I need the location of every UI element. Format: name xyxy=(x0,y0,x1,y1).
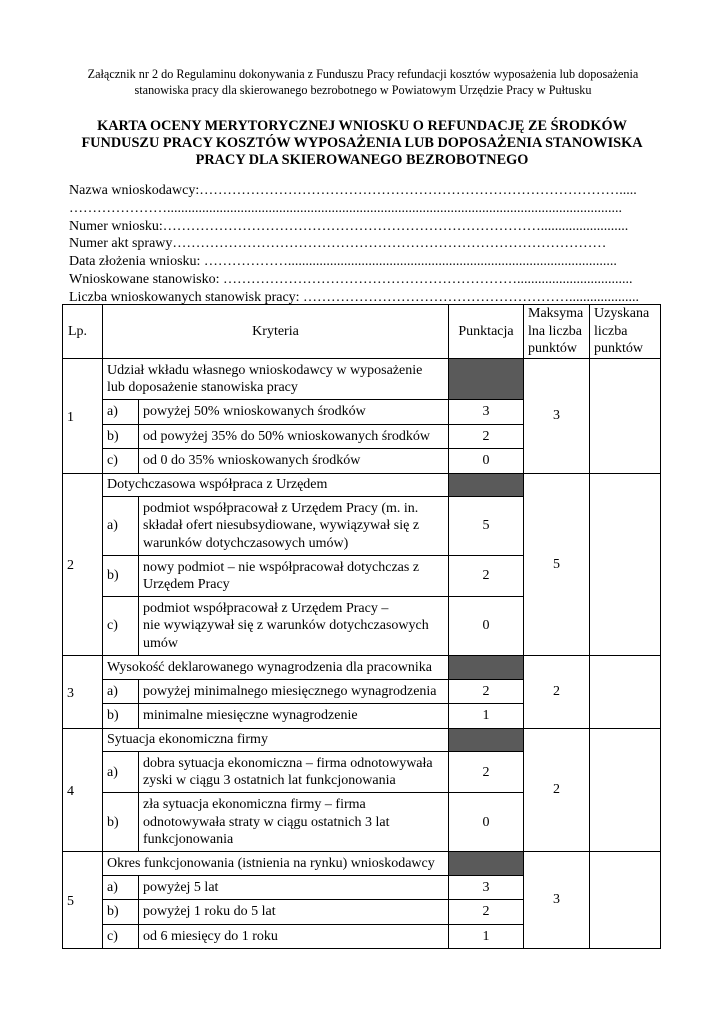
option-text xyxy=(139,597,449,656)
option-text-line: odnotowywała straty w ciągu ostatnich 3 lat xyxy=(143,814,390,830)
points-shaded-cell xyxy=(449,852,524,876)
option-text-line: Urzędem Pracy xyxy=(143,577,230,593)
option-text-line: umów xyxy=(143,635,178,651)
option-text xyxy=(139,497,449,556)
criterion-title-line: Dotychczasowa współpraca z Urzędem xyxy=(107,477,328,493)
document-title: KARTA OCENY MERYTORYCZNEJ WNIOSKU O REFUNDACJĘ ZE ŚRODKÓW FUNDUSZU PRACY KOSZTÓW WYPOSAŻENIA LUB DOPOSAŻENIA STANOWISKA PRACY DLA SKIEROWANEGO BEZROBOTNEGO xyxy=(81,118,643,168)
criterion-number: 2 xyxy=(63,473,103,655)
criterion-number: 5 xyxy=(63,852,103,949)
option-text xyxy=(139,752,449,793)
option-text-line: funkcjonowania xyxy=(143,832,234,848)
option-letter: c) xyxy=(103,597,139,656)
option-points: 0 xyxy=(449,449,524,474)
criterion-row xyxy=(63,359,661,400)
option-points: 1 xyxy=(449,924,524,949)
criterion-number: 1 xyxy=(63,359,103,474)
header-criteria: Kryteria xyxy=(103,305,449,359)
points-shaded-cell xyxy=(449,656,524,680)
option-text xyxy=(139,400,449,425)
option-letter: a) xyxy=(103,400,139,425)
option-text-line: podmiot współpracował z Urzędem Pracy – xyxy=(143,600,389,616)
field-case-number: Numer akt sprawy………………………………………………………………………………… xyxy=(69,236,607,252)
header-obtained-points xyxy=(590,305,661,359)
field-applicant-name: Nazwa wnioskodawcy:………………………………………………………………………………..... xyxy=(69,183,637,198)
option-points: 0 xyxy=(449,597,524,656)
max-points-value: 2 xyxy=(524,656,590,729)
option-text-line: powyżej 5 lat xyxy=(143,879,219,895)
max-points-value: 3 xyxy=(524,359,590,474)
criterion-title xyxy=(103,728,449,752)
option-letter: c) xyxy=(103,924,139,949)
criterion-number: 4 xyxy=(63,728,103,852)
criterion-row xyxy=(63,473,661,497)
points-shaded-cell xyxy=(449,728,524,752)
criterion-title-line: lub doposażenie stanowiska pracy xyxy=(107,380,298,396)
option-text-line: nowy podmiot – nie współpracował dotychczas z xyxy=(143,559,420,575)
points-shaded-cell xyxy=(449,359,524,400)
table-header-row xyxy=(63,305,661,359)
option-points: 3 xyxy=(449,400,524,425)
criterion-number: 3 xyxy=(63,656,103,729)
max-points-value: 3 xyxy=(524,852,590,949)
option-points: 2 xyxy=(449,900,524,925)
obtained-points-cell xyxy=(590,728,661,852)
option-letter: a) xyxy=(103,497,139,556)
criterion-title xyxy=(103,656,449,680)
option-text xyxy=(139,793,449,852)
header-lp: Lp. xyxy=(63,305,103,359)
max-points-value: 5 xyxy=(524,473,590,655)
header-obtained-line: Uzyskana xyxy=(594,306,650,322)
option-letter: b) xyxy=(103,556,139,597)
option-text xyxy=(139,924,449,949)
criterion-title-line: Udział wkładu własnego wnioskodawcy w wyposażenie xyxy=(107,362,423,378)
option-text xyxy=(139,424,449,449)
header-max-points xyxy=(524,305,590,359)
obtained-points-cell xyxy=(590,656,661,729)
option-letter: a) xyxy=(103,752,139,793)
option-text-line: nie wywiązywał się z warunków dotychczasowych xyxy=(143,618,429,634)
criterion-title xyxy=(103,473,449,497)
option-text-line: składał ofert niesubsydiowane, wywiązywał się z xyxy=(143,518,420,534)
option-points: 3 xyxy=(449,875,524,900)
option-text-line: od 0 do 35% wnioskowanych środków xyxy=(143,453,361,469)
option-letter: b) xyxy=(103,793,139,852)
field-applicant-name-cont: ………………….................................................................................................................................. xyxy=(69,200,622,216)
option-letter: c) xyxy=(103,449,139,474)
option-letter: b) xyxy=(103,424,139,449)
option-text xyxy=(139,900,449,925)
option-text-line: zła sytuacja ekonomiczna firmy – firma xyxy=(143,796,366,812)
option-text xyxy=(139,449,449,474)
option-letter: a) xyxy=(103,679,139,704)
field-application-number: Numer wniosku:………………………………………………………………………......................... xyxy=(69,218,629,234)
obtained-points-cell xyxy=(590,852,661,949)
option-text xyxy=(139,875,449,900)
option-letter: b) xyxy=(103,704,139,729)
criterion-title-line: Okres funkcjonowania (istnienia na rynku) wnioskodawcy xyxy=(107,855,435,871)
option-text-line: od powyżej 35% do 50% wnioskowanych środków xyxy=(143,428,430,444)
option-points: 0 xyxy=(449,793,524,852)
option-text-line: warunków dotychczasowych umów) xyxy=(143,535,349,551)
criterion-row xyxy=(63,656,661,680)
obtained-points-cell xyxy=(590,473,661,655)
option-text-line: podmiot współpracował z Urzędem Pracy (m. in. xyxy=(143,500,419,516)
option-text-line: powyżej 50% wnioskowanych środków xyxy=(143,404,366,420)
option-text xyxy=(139,679,449,704)
field-submission-date: Data złożenia wniosku: ……………….............................................................................................. xyxy=(69,254,617,270)
criterion-title xyxy=(103,852,449,876)
header-obtained-line: punktów xyxy=(594,341,643,357)
option-text-line: zyski w ciągu 3 ostatnich lat funkcjonowania xyxy=(143,773,396,789)
option-text xyxy=(139,704,449,729)
option-text-line: minimalne miesięczne wynagrodzenie xyxy=(143,708,358,724)
option-text-line: powyżej 1 roku do 5 lat xyxy=(143,904,276,920)
obtained-points-cell xyxy=(590,359,661,474)
applicant-fields xyxy=(69,182,653,307)
field-requested-position: Wnioskowane stanowisko: ………………………………………………………................................. xyxy=(69,271,633,287)
criterion-title-line: Sytuacja ekonomiczna firmy xyxy=(107,732,268,748)
criterion-row xyxy=(63,728,661,752)
points-shaded-cell xyxy=(449,473,524,497)
option-text xyxy=(139,556,449,597)
header-points: Punktacja xyxy=(449,305,524,359)
max-points-value: 2 xyxy=(524,728,590,852)
criterion-title xyxy=(103,359,449,400)
option-points: 5 xyxy=(449,497,524,556)
header-max-line: punktów xyxy=(528,341,577,357)
option-letter: a) xyxy=(103,875,139,900)
header-max-line: Maksyma xyxy=(528,306,584,322)
annex-note: Załącznik nr 2 do Regulaminu dokonywania z Funduszu Pracy refundacji kosztów wyposażenia lub doposażenia stanowiska pracy dla skierowanego bezrobotnego w Powiatowym Urzędzie Pracy w Pułtusku xyxy=(87,67,639,97)
option-points: 2 xyxy=(449,752,524,793)
criterion-row xyxy=(63,852,661,876)
option-text-line: od 6 miesięcy do 1 roku xyxy=(143,928,278,944)
option-letter: b) xyxy=(103,900,139,925)
option-text-line: dobra sytuacja ekonomiczna – firma odnotowywała xyxy=(143,755,433,771)
header-obtained-line: liczba xyxy=(594,323,628,339)
scoring-table xyxy=(62,304,661,949)
header-max-line: lna liczba xyxy=(528,323,583,339)
criterion-title-line: Wysokość deklarowanego wynagrodzenia dla pracownika xyxy=(107,659,432,675)
option-points: 2 xyxy=(449,679,524,704)
option-points: 2 xyxy=(449,556,524,597)
option-points: 2 xyxy=(449,424,524,449)
option-text-line: powyżej minimalnego miesięcznego wynagrodzenia xyxy=(143,683,437,699)
option-points: 1 xyxy=(449,704,524,729)
field-positions-count: Liczba wnioskowanych stanowisk pracy: ………………………………………………….................... xyxy=(69,289,640,305)
